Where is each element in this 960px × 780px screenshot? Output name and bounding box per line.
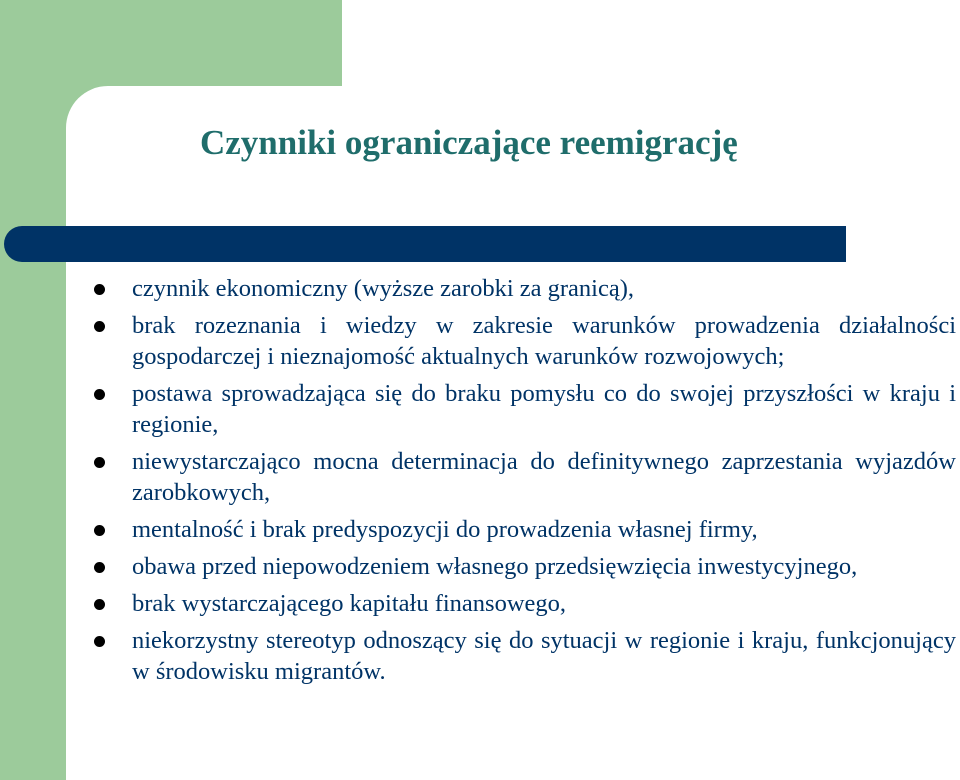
bullet-text: postawa sprowadzająca się do braku pomysłu co do swojej przyszłości w kraju i regionie,	[132, 380, 956, 438]
bullet-text: niewystarczająco mocna determinacja do definitywnego zaprzestania wyjazdów zarobkowych,	[132, 448, 956, 506]
bullet-icon	[94, 636, 105, 647]
bullet-item	[94, 514, 956, 545]
slide-title: Czynniki ograniczające reemigrację	[200, 123, 738, 162]
bullet-list	[94, 273, 956, 693]
bullet-item	[94, 446, 956, 508]
bullet-icon	[94, 599, 105, 610]
bullet-item	[94, 588, 956, 619]
bullet-item	[94, 551, 956, 582]
bullet-text: niekorzystny stereotyp odnoszący się do sytuacji w regionie i kraju, funkcjonujący w środowisku migrantów.	[132, 627, 956, 685]
bullet-item	[94, 378, 956, 440]
bullet-icon	[94, 525, 105, 536]
bullet-icon	[94, 457, 105, 468]
bullet-item	[94, 273, 956, 304]
bullet-text: czynnik ekonomiczny (wyższe zarobki za granicą),	[132, 275, 635, 302]
title-divider-bar	[4, 226, 846, 262]
bullet-text: brak rozeznania i wiedzy w zakresie warunków prowadzenia działalności gospodarczej i nieznajomość aktualnych warunków rozwojowych;	[132, 312, 956, 370]
bullet-icon	[94, 389, 105, 400]
bullet-text: obawa przed niepowodzeniem własnego przedsięwzięcia inwestycyjnego,	[132, 553, 858, 580]
bullet-icon	[94, 562, 105, 573]
bullet-item	[94, 310, 956, 372]
bullet-text: brak wystarczającego kapitału finansowego,	[132, 590, 567, 617]
bullet-text: mentalność i brak predyspozycji do prowadzenia własnej firmy,	[132, 516, 758, 543]
bullet-item	[94, 625, 956, 687]
bullet-icon	[94, 284, 105, 295]
bullet-icon	[94, 321, 105, 332]
